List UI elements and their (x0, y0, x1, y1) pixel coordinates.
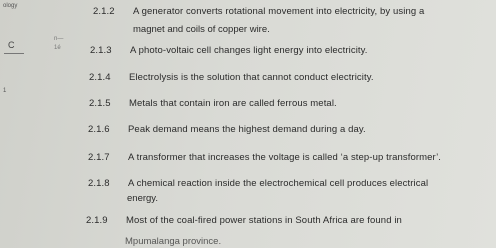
margin-letter-c: C (8, 40, 15, 50)
question-number: 2.1.7 (88, 152, 110, 163)
question-2-1-4 (89, 72, 374, 84)
question-2-1-9-continuation: Mpumalanga province. (125, 236, 222, 247)
question-2-1-9 (86, 215, 402, 227)
question-number: 2.1.6 (88, 124, 110, 135)
margin-scribble-1: n— (54, 36, 64, 42)
question-text: Most of the coal-fired power stations in South Africa are found in (126, 215, 402, 226)
question-text: A generator converts rotational movement into electricity, by using a (133, 6, 425, 17)
question-2-1-8-continuation: energy. (127, 193, 158, 204)
question-2-1-3 (90, 45, 368, 57)
question-text: Electrolysis is the solution that cannot conduct electricity. (129, 72, 374, 83)
margin-mark-text: 1 (3, 88, 7, 94)
margin-scribble-2: 1é (54, 45, 61, 51)
question-2-1-2 (93, 6, 424, 18)
margin-top-left-text: ology (3, 3, 18, 9)
question-text: Metals that contain iron are called ferrous metal. (129, 98, 337, 109)
question-number: 2.1.9 (86, 215, 108, 226)
question-2-1-2-continuation: magnet and coils of copper wire. (133, 24, 270, 35)
question-number: 2.1.5 (89, 98, 111, 109)
question-text: Peak demand means the highest demand during a day. (128, 124, 366, 135)
margin-underline (4, 53, 24, 54)
question-number: 2.1.2 (93, 6, 115, 17)
question-number: 2.1.8 (88, 178, 110, 189)
question-2-1-7 (88, 152, 441, 164)
question-text: A chemical reaction inside the electrochemical cell produces electrical (128, 178, 429, 189)
question-2-1-6 (88, 124, 366, 136)
question-2-1-8 (88, 178, 428, 190)
question-number: 2.1.3 (90, 45, 112, 56)
question-number: 2.1.4 (89, 72, 111, 83)
question-text: A transformer that increases the voltage is called ‘a step-up transformer’. (128, 152, 442, 163)
question-text: A photo-voltaic cell changes light energy into electricity. (130, 45, 368, 56)
question-2-1-5 (89, 98, 337, 110)
